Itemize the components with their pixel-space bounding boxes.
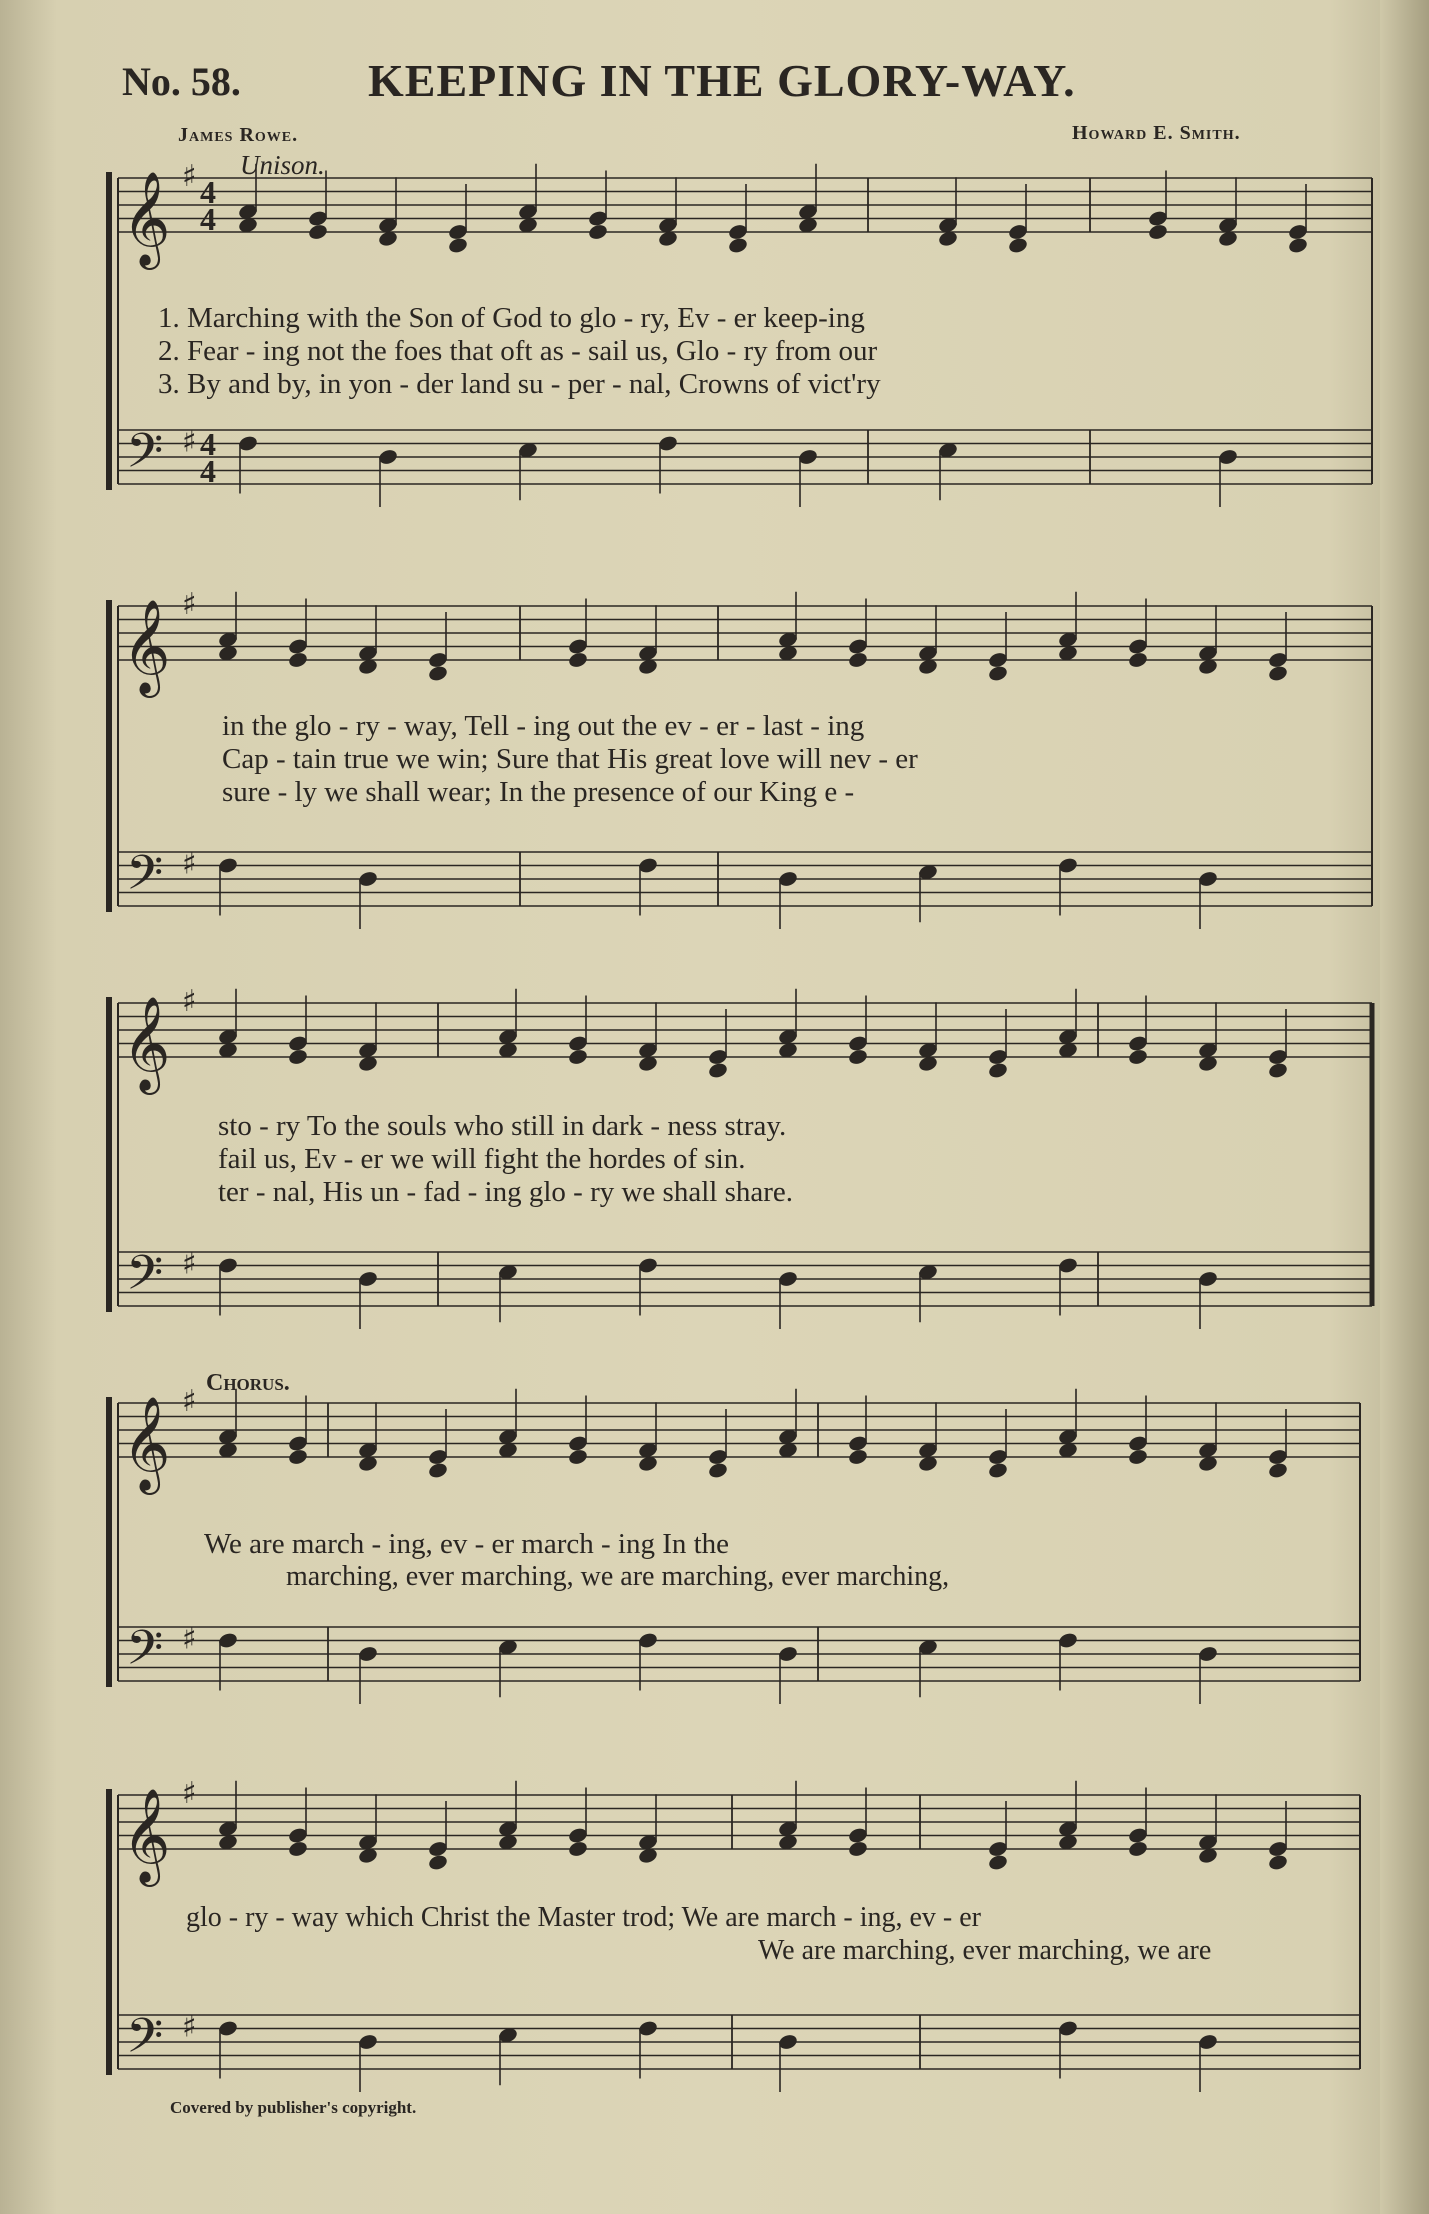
lyric-line: 2. Fear - ing not the foes that oft as - sail us, Glo - ry from our	[158, 335, 878, 367]
composer: Howard E. Smith.	[1072, 122, 1241, 144]
lyric-line: glo - ry - way which Christ the Master trod; We are march - ing, ev - er	[186, 1902, 981, 1933]
lyric-line: sure - ly we shall wear; In the presence of our King e -	[222, 776, 855, 808]
note-head	[587, 223, 608, 241]
chorus-label: Chorus.	[206, 1370, 290, 1396]
time-signature-top: 4	[200, 174, 216, 210]
bass-clef: 𝄢	[126, 1244, 164, 1313]
lyric-line: ter - nal, His un - fad - ing glo - ry we shall share.	[218, 1176, 794, 1208]
bass-clef: 𝄢	[126, 422, 164, 491]
note-head	[287, 1840, 308, 1858]
bass-clef: 𝄢	[126, 2007, 164, 2076]
note-head	[287, 1448, 308, 1466]
note-head	[1267, 1853, 1288, 1871]
treble-clef: 𝄞	[122, 171, 171, 266]
lyric-line: fail us, Ev - er we will fight the hordes of sin.	[218, 1143, 746, 1175]
note-head	[847, 651, 868, 669]
key-signature-sharp: ♯	[182, 587, 197, 623]
note-head	[1287, 236, 1308, 254]
time-signature-bottom: 4	[200, 453, 216, 489]
note-head	[567, 1448, 588, 1466]
note-head	[427, 1461, 448, 1479]
note-head	[1127, 1840, 1148, 1858]
treble-clef: 𝄞	[122, 599, 171, 694]
lyric-line: 3. By and by, in yon - der land su - per - nal, Crowns of vict'ry	[158, 368, 881, 400]
note-head	[707, 1461, 728, 1479]
bass-clef: 𝄢	[126, 844, 164, 913]
lyricist: James Rowe.	[178, 124, 299, 146]
note-head	[427, 1853, 448, 1871]
note-head	[1267, 1461, 1288, 1479]
note-head	[987, 1061, 1008, 1079]
note-head	[1267, 664, 1288, 682]
bass-clef: 𝄢	[126, 1619, 164, 1688]
note-head	[567, 1048, 588, 1066]
lyric-line: sto - ry To the souls who still in dark - ness stray.	[218, 1110, 787, 1142]
note-head	[1007, 236, 1028, 254]
note-head	[847, 1840, 868, 1858]
note-head	[707, 1061, 728, 1079]
key-signature-sharp: ♯	[182, 424, 197, 460]
key-signature-sharp: ♯	[182, 984, 197, 1020]
treble-clef: 𝄞	[122, 1396, 171, 1491]
note-head	[1127, 1448, 1148, 1466]
key-signature-sharp: ♯	[182, 2009, 197, 2045]
note-head	[727, 236, 748, 254]
key-signature-sharp: ♯	[182, 159, 197, 195]
note-head	[987, 1461, 1008, 1479]
note-head	[567, 1840, 588, 1858]
system-bracket	[106, 172, 112, 490]
key-signature-sharp: ♯	[182, 1384, 197, 1420]
note-head	[427, 664, 448, 682]
note-head	[287, 1048, 308, 1066]
hymn-title: KEEPING IN THE GLORY-WAY.	[368, 55, 1076, 106]
treble-clef: 𝄞	[122, 996, 171, 1091]
note-head	[987, 664, 1008, 682]
note-head	[847, 1448, 868, 1466]
lyric-line: 1. Marching with the Son of God to glo - ry, Ev - er keep-ing	[158, 302, 865, 334]
note-head	[287, 651, 308, 669]
note-head	[1267, 1061, 1288, 1079]
key-signature-sharp: ♯	[182, 846, 197, 882]
lyric-line: marching, ever marching, we are marching, ever marching,	[286, 1561, 950, 1592]
note-head	[987, 1853, 1008, 1871]
time-signature-bottom: 4	[200, 201, 216, 237]
performance-direction: Unison.	[240, 150, 325, 180]
lyric-line: We are marching, ever marching, we are	[758, 1935, 1212, 1966]
key-signature-sharp: ♯	[182, 1246, 197, 1282]
time-signature-top: 4	[200, 426, 216, 462]
note-head	[1127, 651, 1148, 669]
note-head	[1127, 1048, 1148, 1066]
key-signature-sharp: ♯	[182, 1776, 197, 1812]
key-signature-sharp: ♯	[182, 1621, 197, 1657]
note-head	[567, 651, 588, 669]
note-head	[447, 236, 468, 254]
note-head	[847, 1048, 868, 1066]
lyric-line: We are march - ing, ev - er march - ing In the	[204, 1528, 730, 1560]
system-bracket	[106, 600, 112, 912]
note-head	[1147, 223, 1168, 241]
system-bracket	[106, 1397, 112, 1687]
system-bracket	[106, 997, 112, 1312]
hymn-number: No. 58.	[122, 59, 241, 104]
treble-clef: 𝄞	[122, 1788, 171, 1883]
copyright-notice: Covered by publisher's copyright.	[170, 2098, 417, 2117]
note-head	[307, 223, 328, 241]
system-bracket	[106, 1789, 112, 2075]
lyric-line: in the glo - ry - way, Tell - ing out the ev - er - last - ing	[222, 710, 865, 742]
lyric-line: Cap - tain true we win; Sure that His great love will nev - er	[222, 743, 918, 775]
